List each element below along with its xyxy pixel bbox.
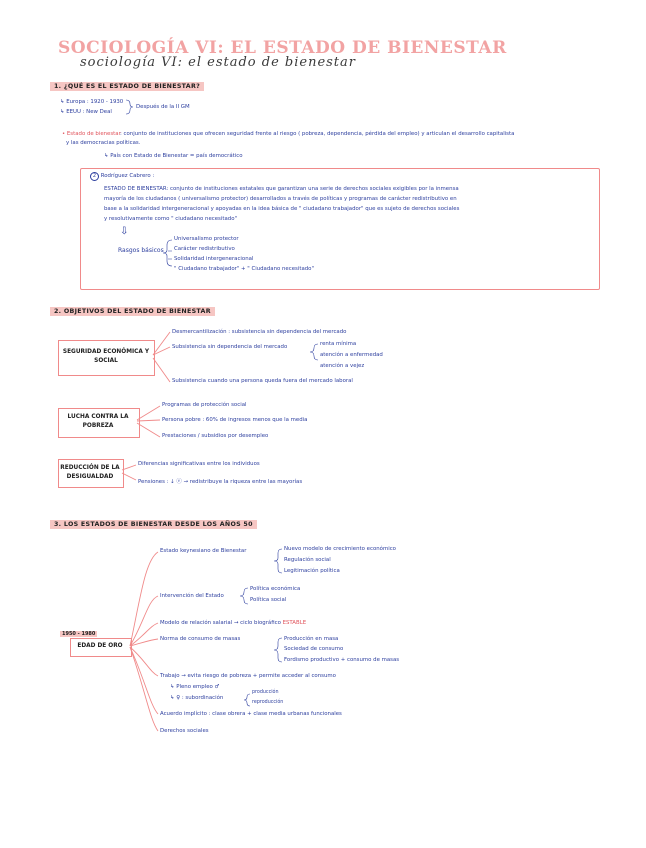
pleno-item: ↳ Pleno empleo ♂ <box>170 684 220 690</box>
rc-header <box>90 172 154 181</box>
def-text-2: y las democracias políticas. <box>66 140 141 146</box>
b1-sub-item: atención a enfermedad <box>320 352 383 358</box>
subord-sub: producción <box>252 690 279 695</box>
def-label: • Estado de bienestar <box>62 131 121 137</box>
rasgo-item: " Ciudadano trabajador" + " Ciudadano necesitado" <box>174 266 314 272</box>
norma-sub: Producción en masa <box>284 636 339 642</box>
rc-text-4: y resolutivamente como " ciudadano necesitado" <box>104 216 237 222</box>
keynes-item: Estado keynesiano de Bienestar <box>160 548 247 554</box>
europa-line: ↳ Europa : 1920 - 1930 <box>60 99 124 105</box>
derechos-item: Derechos sociales <box>160 728 209 734</box>
rc-text-3: base a la solidaridad intergeneracional y apoyadas en la idea básica de " ciudadano trabajador" que es sujeto de derechos sociales <box>104 206 460 212</box>
b3-item: Diferencias significativas entre los individuos <box>138 461 260 467</box>
b2-item: Persona pobre : 60% de ingresos menos que la media <box>162 417 308 423</box>
interv-item: Intervención del Estado <box>160 593 224 599</box>
acuerdo-item: Acuerdo implícito : clase obrera + clase media urbanas funcionales <box>160 711 342 717</box>
years-tag: 1950 - 1980 <box>62 631 96 637</box>
rc-number: 2 <box>90 172 99 181</box>
keynes-sub: Legitimación política <box>284 568 340 574</box>
keynes-sub: Regulación social <box>284 557 331 563</box>
b2-item: Programas de protección social <box>162 402 247 408</box>
interv-sub: Política económica <box>250 586 301 592</box>
box-pobreza-label: LUCHA CONTRA LA POBREZA <box>67 414 129 429</box>
rc-text-1: ESTADO DE BIENESTAR: conjunto de instituciones estatales que garantizan una serie de derechos sociales exigibles por la inmensa <box>104 186 459 192</box>
norma-item: Norma de consumo de masas <box>160 636 241 642</box>
b1-sub-item: atención a vejez <box>320 363 365 369</box>
section-1-heading: 1. ¿QUÉ ES EL ESTADO DE BIENESTAR? <box>50 82 204 91</box>
rasgo-item: Solidaridad intergeneracional <box>174 256 254 262</box>
rc-name: Rodríguez Cabrero : <box>100 173 155 179</box>
modelo-estable: ESTABLE <box>282 620 307 626</box>
subord-item: ↳ ♀ : subordinación <box>170 695 224 701</box>
b1-item: Subsistencia cuando una persona queda fuera del mercado laboral <box>172 378 353 384</box>
rasgo-item: Universalismo protector <box>174 236 239 242</box>
b1-item: Desmercantilización : subsistencia sin dependencia del mercado <box>172 329 347 335</box>
despues-note: Después de la II GM <box>136 104 190 110</box>
b2-item: Prestaciones / subsidios por desempleo <box>162 433 269 439</box>
def-text-1: : conjunto de instituciones que ofrecen seguridad frente al riesgo ( pobreza, dependencia, pérdida del empleo) y articulan el desarrollo capitalista <box>120 131 515 137</box>
b1-sub-item: renta mínima <box>320 341 357 347</box>
box-seguridad-label: SEGURIDAD ECONÓMICA Y SOCIAL <box>62 349 150 364</box>
rc-text-2: mayoría de los ciudadanos ( universalismo protector) desarrollados a través de políticas y programas de carácter redistributivo en <box>104 196 457 202</box>
section-3-heading: 3. LOS ESTADOS DE BIENESTAR DESDE LOS AÑOS 50 <box>50 520 257 529</box>
b3-item: Pensiones : ↓ ⓔ → redistribuye la riqueza entre las mayorías <box>138 479 303 485</box>
norma-sub: Sociedad de consumo <box>284 646 344 652</box>
norma-sub: Fordismo productivo + consumo de masas <box>284 657 400 663</box>
box-edad-oro-label: EDAD DE ORO <box>77 643 123 649</box>
interv-sub: Política social <box>250 597 287 603</box>
subord-sub: reproducción <box>252 700 284 705</box>
down-arrow-icon: ⇩ <box>120 226 129 237</box>
pais-line: ↳ País con Estado de Bienestar = país democrático <box>104 153 243 159</box>
page-subtitle: sociología VI: el estado de bienestar <box>80 55 356 70</box>
section-2-heading: 2. OBJETIVOS DEL ESTADO DE BIENESTAR <box>50 307 215 316</box>
page-title: SOCIOLOGÍA VI: EL ESTADO DE BIENESTAR <box>58 38 507 58</box>
rasgos-label: Rasgos básicos <box>118 247 164 254</box>
b1-item: Subsistencia sin dependencia del mercado <box>172 344 288 350</box>
box-desigualdad-label: REDUCCIÓN DE LA DESIGUALDAD <box>60 465 120 480</box>
eeuu-line: ↳ EEUU : New Deal <box>60 109 112 115</box>
modelo-item <box>160 620 306 626</box>
rasgo-item: Carácter redistributivo <box>174 246 235 252</box>
trabajo-item: Trabajo → evita riesgo de pobreza + permite acceder al consumo <box>160 673 336 679</box>
modelo-text: Modelo de relación salarial → ciclo biográfico <box>160 620 281 626</box>
keynes-sub: Nuevo modelo de crecimiento económico <box>284 546 396 552</box>
